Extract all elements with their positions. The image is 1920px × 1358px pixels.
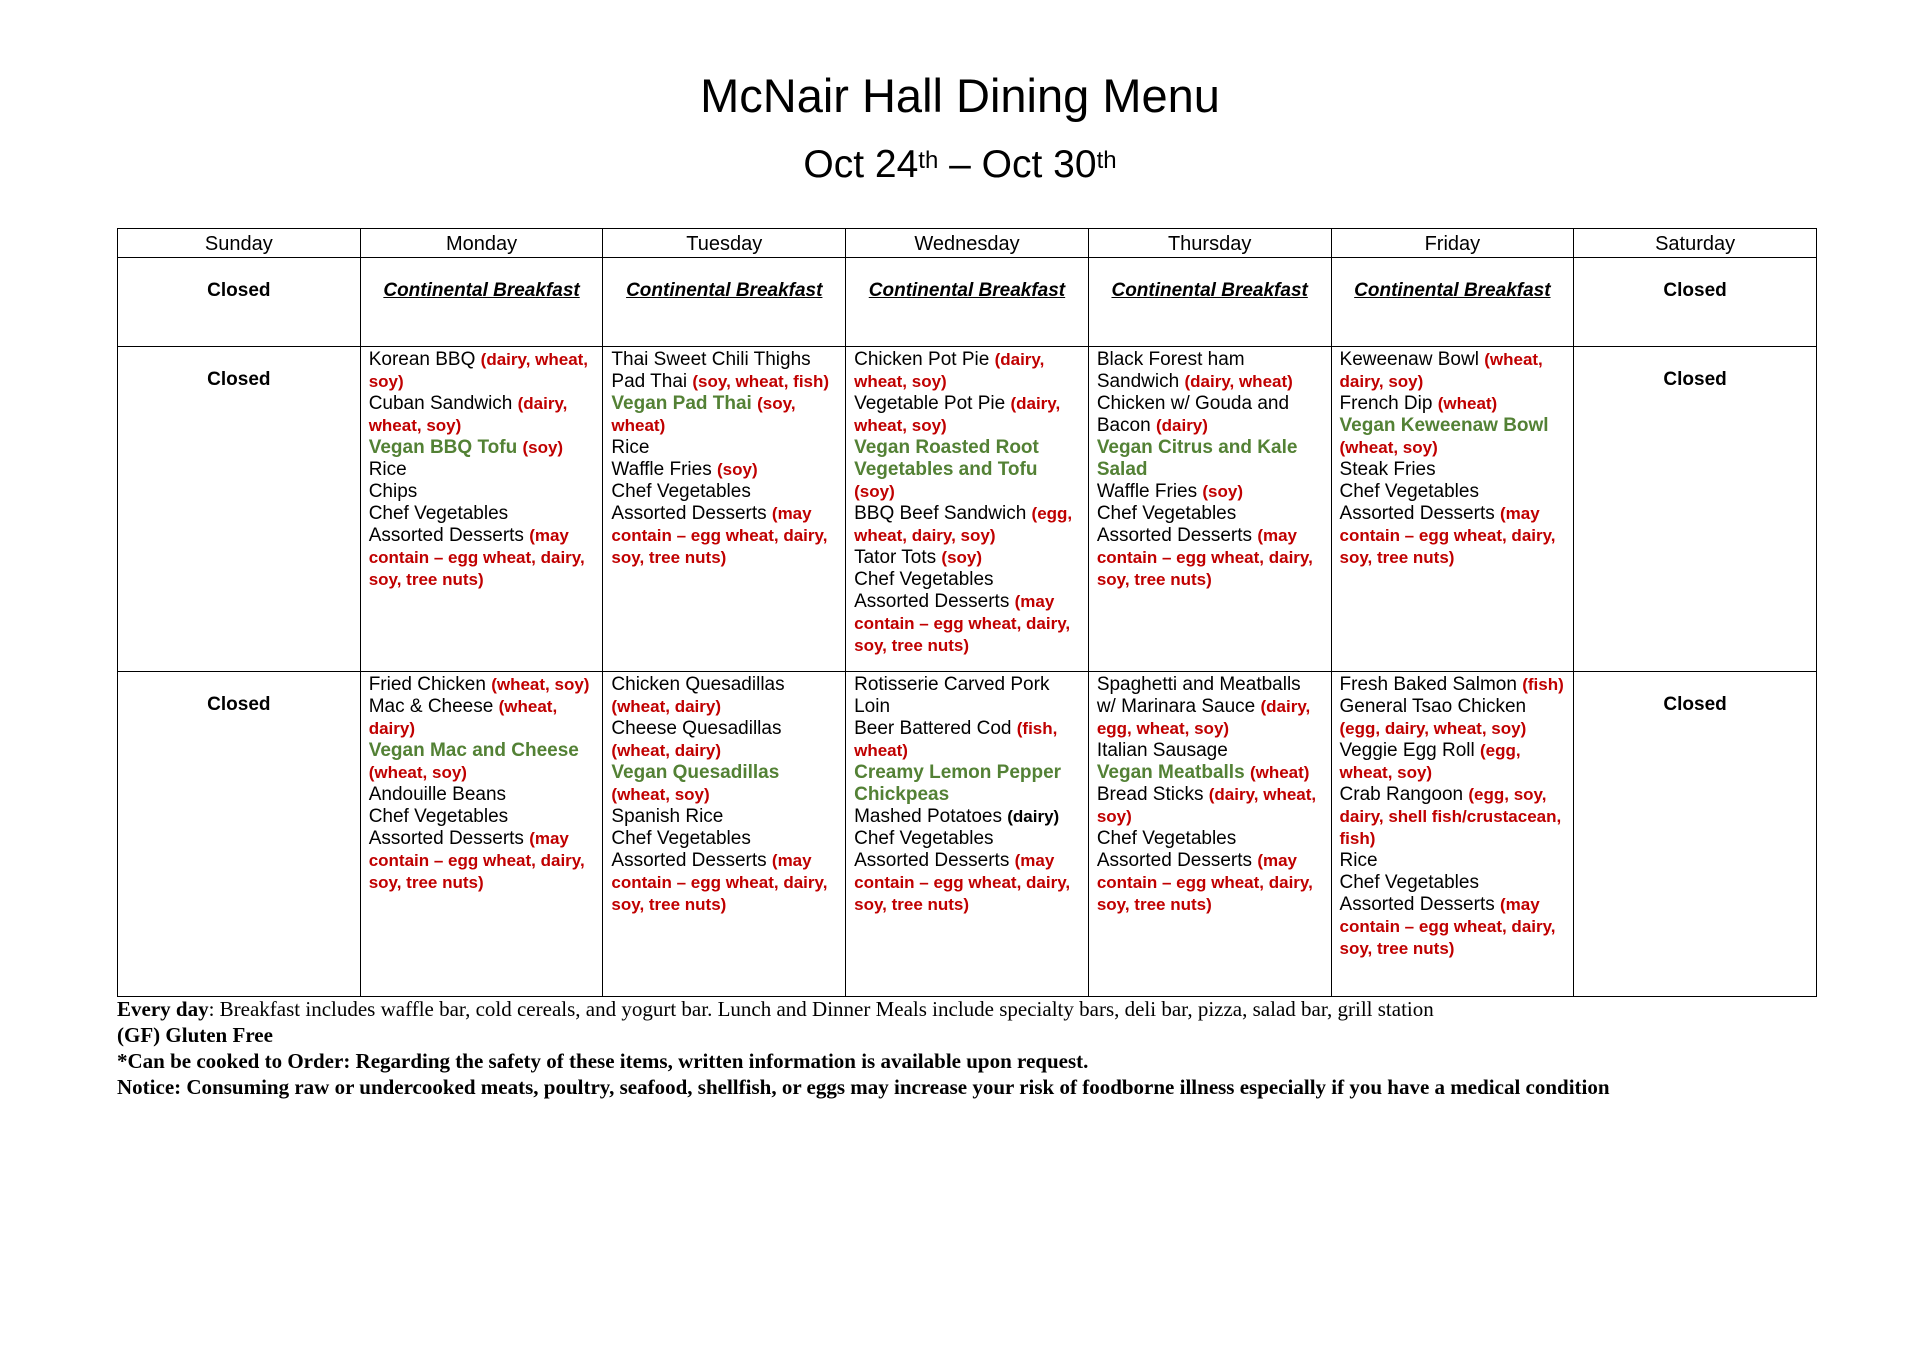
vegan-dish-name: Vegan Keweenaw Bowl — [1339, 415, 1549, 436]
dinner-cell-wednesday — [846, 672, 1089, 997]
allergen-info: (dairy, wheat, soy) — [854, 394, 1061, 435]
continental-breakfast-label: Continental Breakfast — [1111, 280, 1308, 301]
menu-item — [611, 459, 837, 481]
dish-name: Chef Vegetables — [854, 828, 994, 849]
breakfast-cell-saturday — [1574, 258, 1817, 347]
continental-breakfast-label: Continental Breakfast — [383, 280, 580, 301]
allergen-info: (egg, soy, dairy, shell fish/crustacean, fish) — [1339, 785, 1562, 848]
menu-item — [1097, 784, 1323, 828]
menu-item — [854, 828, 1080, 850]
vegan-dish-name: Vegan BBQ Tofu — [368, 437, 523, 458]
allergen-info: (fish, wheat) — [854, 719, 1058, 760]
menu-item — [611, 437, 837, 459]
vegan-dish-name: Vegan Citrus and Kale Salad — [1096, 437, 1298, 480]
menu-item — [1097, 525, 1323, 591]
dish-name: Steak Fries — [1339, 459, 1436, 480]
closed-label: Closed — [207, 280, 271, 301]
allergen-info: (dairy, wheat, soy) — [854, 350, 1045, 391]
menu-item — [1340, 784, 1566, 850]
dish-name: Chicken w/ Gouda and Bacon — [1096, 393, 1290, 436]
breakfast-row — [118, 258, 1817, 347]
menu-item — [1097, 762, 1323, 784]
dish-name: Chef Vegetables — [854, 569, 994, 590]
menu-item — [369, 828, 595, 894]
day-header-tuesday: Tuesday — [603, 229, 846, 258]
menu-item — [1097, 393, 1323, 437]
breakfast-cell-monday — [360, 258, 603, 347]
dish-name: Rotisserie Carved Pork Loin — [854, 674, 1050, 717]
dish-name: Chef Vegetables — [1096, 828, 1237, 849]
breakfast-cell-sunday — [118, 258, 361, 347]
day-header-monday: Monday — [360, 229, 603, 258]
lunch-cell-friday — [1331, 347, 1574, 672]
menu-item — [611, 481, 837, 503]
dish-name: Chef Vegetables — [611, 481, 751, 502]
menu-item — [611, 503, 837, 569]
allergen-info: (egg, wheat, dairy, soy) — [854, 504, 1073, 545]
dish-name: Chef Vegetables — [611, 828, 751, 849]
breakfast-cell-tuesday — [603, 258, 846, 347]
allergen-info: (wheat, dairy) — [368, 697, 558, 738]
menu-item — [369, 393, 595, 437]
gluten-free-note: (GF) Gluten Free — [117, 1023, 273, 1047]
menu-item — [1340, 349, 1566, 393]
dish-name: Vegetable Pot Pie — [854, 393, 1011, 414]
menu-item — [854, 762, 1080, 806]
closed-label: Closed — [1663, 369, 1727, 390]
allergen-info: (wheat, dairy, soy) — [1339, 350, 1543, 391]
dish-name: Chef Vegetables — [368, 503, 509, 524]
vegan-dish-name: Vegan Pad Thai — [611, 393, 758, 414]
allergen-info: (dairy) — [1155, 416, 1208, 435]
allergen-info: (soy, wheat) — [611, 394, 796, 435]
menu-item — [611, 349, 837, 371]
vegan-dish-name: Vegan Meatballs — [1096, 762, 1250, 783]
dish-name: Rice — [1339, 850, 1378, 871]
dish-name: Spaghetti and Meatballs w/ Marinara Sauce — [1096, 674, 1301, 717]
allergen-info: (may contain – egg wheat, dairy, soy, tree nuts) — [1339, 504, 1556, 567]
dish-name: Chef Vegetables — [1339, 481, 1479, 502]
menu-item — [1340, 503, 1566, 569]
dish-name: Chips — [368, 481, 418, 502]
dish-name: Chicken Pot Pie — [854, 349, 995, 370]
dish-name: Cuban Sandwich — [368, 393, 518, 414]
menu-item — [1097, 437, 1323, 481]
menu-item — [369, 349, 595, 393]
day-header-row — [118, 229, 1817, 258]
breakfast-cell-friday — [1331, 258, 1574, 347]
allergen-info: (may contain – egg wheat, dairy, soy, tree nuts) — [611, 851, 828, 914]
closed-label: Closed — [207, 694, 271, 715]
allergen-info: (dairy, egg, wheat, soy) — [1096, 697, 1311, 738]
dish-name: General Tsao Chicken — [1339, 696, 1527, 717]
lunch-cell-monday — [360, 347, 603, 672]
dish-name: Assorted Desserts — [368, 828, 530, 849]
menu-item — [1340, 872, 1566, 894]
allergen-info: (may contain – egg wheat, dairy, soy, tree nuts) — [854, 851, 1071, 914]
dish-name: Pad Thai — [611, 371, 693, 392]
dish-name: Rice — [368, 459, 407, 480]
dish-name: BBQ Beef Sandwich — [854, 503, 1032, 524]
menu-item — [1340, 696, 1566, 740]
continental-breakfast-label: Continental Breakfast — [626, 280, 823, 301]
lunch-cell-sunday — [118, 347, 361, 672]
menu-item — [611, 371, 837, 393]
allergen-info: (soy) — [854, 482, 895, 501]
menu-item — [1097, 481, 1323, 503]
menu-item — [611, 393, 837, 437]
allergen-info: (soy) — [716, 460, 758, 479]
allergen-info: (wheat, soy) — [611, 785, 710, 804]
menu-item — [1097, 349, 1323, 393]
allergen-info: (fish) — [1522, 675, 1564, 694]
dinner-cell-saturday — [1574, 672, 1817, 997]
dish-name: Thai Sweet Chili Thighs — [611, 349, 811, 370]
dish-name: Assorted Desserts — [1339, 503, 1501, 524]
dish-name: Assorted Desserts — [611, 503, 772, 524]
menu-item — [1340, 481, 1566, 503]
menu-item — [854, 393, 1080, 437]
foodborne-notice: Notice: Consuming raw or undercooked meats, poultry, seafood, shellfish, or eggs may increase your risk of foodborne illness especially if you have a medical condition — [117, 1075, 1610, 1099]
dish-name: Chef Vegetables — [368, 806, 509, 827]
dinner-cell-tuesday — [603, 672, 846, 997]
menu-item — [611, 718, 837, 762]
menu-item — [611, 828, 837, 850]
day-header-sunday: Sunday — [118, 229, 361, 258]
day-header-wednesday: Wednesday — [846, 229, 1089, 258]
dish-name: Bread Sticks — [1096, 784, 1209, 805]
menu-item — [369, 784, 595, 806]
dish-name: Assorted Desserts — [854, 850, 1015, 871]
menu-item — [854, 503, 1080, 547]
day-header-saturday: Saturday — [1574, 229, 1817, 258]
page-title: McNair Hall Dining Menu — [700, 69, 1220, 122]
allergen-info: (dairy) — [1007, 807, 1060, 826]
dish-name: Assorted Desserts — [368, 525, 530, 546]
date-range — [0, 140, 1920, 190]
menu-item — [1340, 850, 1566, 872]
menu-item — [1340, 459, 1566, 481]
allergen-info: (wheat) — [1437, 394, 1498, 413]
menu-item — [369, 437, 595, 459]
allergen-info: (dairy, wheat, soy) — [1096, 785, 1317, 826]
dish-name: Mac & Cheese — [368, 696, 499, 717]
menu-item — [1340, 740, 1566, 784]
dish-name: Chicken Quesadillas — [611, 674, 785, 695]
menu-item — [369, 674, 595, 696]
allergen-info: (wheat, dairy) — [611, 741, 721, 760]
dish-name: Beer Battered Cod — [854, 718, 1017, 739]
continental-breakfast-label: Continental Breakfast — [868, 280, 1066, 301]
date-end-suffix: th — [1096, 147, 1117, 174]
menu-item — [369, 503, 595, 525]
date-start: Oct 24 — [803, 143, 919, 186]
dish-name: Waffle Fries — [611, 459, 717, 480]
dish-name: Assorted Desserts — [1339, 894, 1501, 915]
menu-item — [1097, 828, 1323, 850]
dish-name: Tator Tots — [854, 547, 942, 568]
menu-item — [369, 481, 595, 503]
dish-name: Mashed Potatoes — [854, 806, 1008, 827]
dish-name: Veggie Egg Roll — [1339, 740, 1481, 761]
dish-name: Assorted Desserts — [1096, 850, 1258, 871]
dinner-cell-thursday — [1088, 672, 1331, 997]
breakfast-cell-wednesday — [846, 258, 1089, 347]
closed-label: Closed — [207, 369, 271, 390]
menu-item — [611, 806, 837, 828]
dish-name: Assorted Desserts — [611, 850, 772, 871]
allergen-info: (may contain – egg wheat, dairy, soy, tree nuts) — [854, 592, 1071, 655]
dish-name: Waffle Fries — [1096, 481, 1203, 502]
allergen-info: (wheat, soy) — [491, 675, 590, 694]
day-header-thursday: Thursday — [1088, 229, 1331, 258]
allergen-info: (may contain – egg wheat, dairy, soy, tree nuts) — [368, 526, 585, 589]
menu-item — [369, 696, 595, 740]
menu-item — [369, 525, 595, 591]
menu-item — [1097, 850, 1323, 916]
closed-label: Closed — [1663, 694, 1727, 715]
menu-item — [1340, 415, 1566, 459]
dish-name: Assorted Desserts — [854, 591, 1015, 612]
allergen-info: (may contain – egg wheat, dairy, soy, tree nuts) — [1339, 895, 1556, 958]
footer-notes — [117, 996, 1877, 1100]
allergen-info: (wheat, soy) — [368, 763, 467, 782]
dish-name: Fried Chicken — [368, 674, 492, 695]
dinner-cell-friday — [1331, 672, 1574, 997]
date-end: – Oct 30 — [938, 143, 1097, 186]
allergen-info: (egg, wheat, soy) — [1339, 741, 1521, 782]
lunch-cell-saturday — [1574, 347, 1817, 672]
lunch-row — [118, 347, 1817, 672]
dish-name: Rice — [611, 437, 650, 458]
lunch-cell-thursday — [1088, 347, 1331, 672]
menu-item — [1340, 894, 1566, 960]
dish-name: Keweenaw Bowl — [1339, 349, 1485, 370]
allergen-info: (soy, wheat, fish) — [692, 372, 830, 391]
lunch-cell-tuesday — [603, 347, 846, 672]
dish-name: Assorted Desserts — [1096, 525, 1258, 546]
menu-item — [1340, 674, 1566, 696]
allergen-info: (may contain – egg wheat, dairy, soy, tree nuts) — [1096, 851, 1313, 914]
menu-item — [854, 547, 1080, 569]
dinner-cell-monday — [360, 672, 603, 997]
dish-name: Andouille Beans — [368, 784, 507, 805]
menu-item — [369, 459, 595, 481]
dish-name: Chef Vegetables — [1096, 503, 1237, 524]
allergen-info: (soy) — [941, 548, 983, 567]
menu-table — [117, 228, 1817, 997]
menu-item — [854, 850, 1080, 916]
menu-item — [854, 437, 1080, 503]
allergen-info: (egg, dairy, wheat, soy) — [1339, 719, 1527, 738]
vegan-dish-name: Vegan Mac and Cheese — [368, 740, 579, 761]
menu-item — [369, 740, 595, 784]
allergen-info: (wheat, soy) — [1339, 438, 1438, 457]
dish-name: Fresh Baked Salmon — [1339, 674, 1523, 695]
allergen-info: (dairy, wheat, soy) — [368, 394, 568, 435]
everyday-label: Every day — [117, 997, 209, 1021]
menu-item — [611, 850, 837, 916]
everyday-text: : Breakfast includes waffle bar, cold cereals, and yogurt bar. Lunch and Dinner Meals include specialty bars, deli bar, pizza, salad bar, grill station — [208, 997, 1434, 1021]
dinner-row — [118, 672, 1817, 997]
menu-item — [854, 591, 1080, 657]
vegan-dish-name: Creamy Lemon Pepper Chickpeas — [854, 762, 1062, 805]
date-start-suffix: th — [918, 147, 939, 174]
dish-name: Cheese Quesadillas — [611, 718, 782, 739]
menu-item — [854, 718, 1080, 762]
vegan-dish-name: Vegan Quesadillas — [611, 762, 780, 783]
allergen-info: (soy) — [1202, 482, 1244, 501]
dish-name: Spanish Rice — [611, 806, 724, 827]
breakfast-cell-thursday — [1088, 258, 1331, 347]
menu-item — [1097, 503, 1323, 525]
continental-breakfast-label: Continental Breakfast — [1354, 280, 1551, 301]
menu-item — [854, 806, 1080, 828]
allergen-info: (dairy, wheat, soy) — [368, 350, 589, 391]
dinner-cell-sunday — [118, 672, 361, 997]
menu-item — [854, 349, 1080, 393]
menu-item — [854, 569, 1080, 591]
dish-name: Korean BBQ — [368, 349, 481, 370]
dish-name: Black Forest ham Sandwich — [1096, 349, 1245, 392]
allergen-info: (soy) — [522, 438, 564, 457]
cooked-to-order-note: *Can be cooked to Order: Regarding the safety of these items, written information is available upon request. — [117, 1049, 1089, 1073]
vegan-dish-name: Vegan Roasted Root Vegetables and Tofu — [854, 437, 1039, 480]
menu-item — [611, 674, 837, 718]
menu-item — [1340, 393, 1566, 415]
dish-name: Crab Rangoon — [1339, 784, 1469, 805]
dish-name: French Dip — [1339, 393, 1438, 414]
menu-item — [1097, 674, 1323, 740]
dish-name: Chef Vegetables — [1339, 872, 1479, 893]
allergen-info: (may contain – egg wheat, dairy, soy, tree nuts) — [611, 504, 828, 567]
allergen-info: (wheat, dairy) — [611, 697, 721, 716]
allergen-info: (may contain – egg wheat, dairy, soy, tree nuts) — [1096, 526, 1313, 589]
menu-item — [611, 762, 837, 806]
menu-item — [369, 806, 595, 828]
allergen-info: (wheat) — [1249, 763, 1310, 782]
dish-name: Italian Sausage — [1096, 740, 1228, 761]
menu-item — [854, 674, 1080, 718]
allergen-info: (dairy, wheat) — [1184, 372, 1293, 391]
menu-item — [1097, 740, 1323, 762]
day-header-friday: Friday — [1331, 229, 1574, 258]
everyday-note — [117, 996, 1877, 1022]
allergen-info: (may contain – egg wheat, dairy, soy, tree nuts) — [368, 829, 585, 892]
lunch-cell-wednesday — [846, 347, 1089, 672]
closed-label: Closed — [1663, 280, 1727, 301]
